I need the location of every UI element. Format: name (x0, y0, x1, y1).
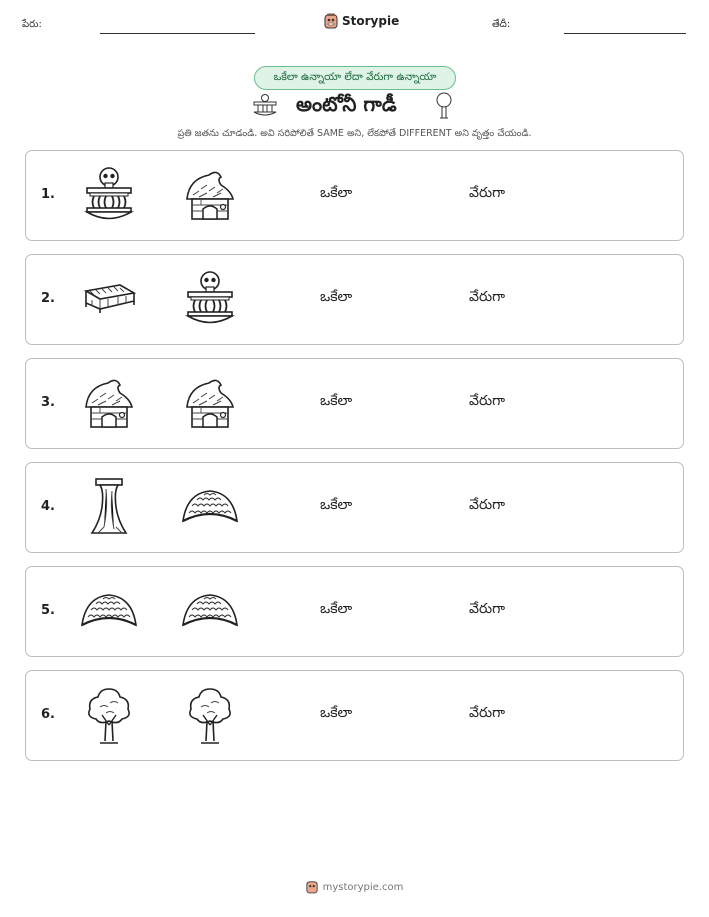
scaled-roof-icon (179, 581, 241, 643)
question-number: 6. (41, 707, 55, 722)
footer (0, 880, 709, 894)
tree-icon (434, 92, 454, 120)
different-option[interactable]: వేరుగా (469, 497, 505, 513)
mushroom-house-icon (78, 373, 140, 435)
different-option[interactable]: వేరుగా (469, 185, 505, 201)
brand-name: Storypie (342, 14, 400, 28)
tree-icon (78, 685, 140, 747)
question-row (25, 358, 684, 449)
tree-icon (179, 685, 241, 747)
question-row (25, 670, 684, 761)
topic-badge: ఒకేలా ఉన్నాయా లేదా వేరుగా ఉన్నాయా (254, 66, 456, 90)
question-row (25, 150, 684, 241)
date-field-line[interactable] (564, 33, 686, 34)
instructions: ప్రతి జతను చూడండి. అవి సరిపోలితే SAME అని, లేకపోతే DIFFERENT అని వృత్తం చేయండి. (177, 128, 532, 139)
scaled-roof-icon (179, 477, 241, 539)
question-row (25, 254, 684, 345)
question-number: 2. (41, 291, 55, 306)
date-label: తేదీ: (492, 19, 511, 30)
question-row (25, 462, 684, 553)
mushroom-house-icon (179, 165, 241, 227)
footer-url[interactable]: mystorypie.com (322, 881, 404, 893)
page-title: అంటోనీ గాడీ (296, 92, 397, 116)
same-option[interactable]: ఒకేలా (320, 289, 353, 305)
different-option[interactable]: వేరుగా (469, 289, 505, 305)
same-option[interactable]: ఒకేలా (320, 705, 353, 721)
different-option[interactable]: వేరుగా (469, 601, 505, 617)
question-row (25, 566, 684, 657)
balcony-skull-icon (252, 94, 278, 118)
same-option[interactable]: ఒకేలా (320, 601, 353, 617)
storypie-mascot-icon (324, 13, 338, 29)
bench-icon (78, 269, 140, 331)
tree-column-icon (78, 477, 140, 539)
storypie-mascot-icon (306, 880, 318, 894)
same-option[interactable]: ఒకేలా (320, 497, 353, 513)
brand-logo (324, 13, 399, 29)
question-number: 5. (41, 603, 55, 618)
mushroom-house-icon (179, 373, 241, 435)
different-option[interactable]: వేరుగా (469, 393, 505, 409)
different-option[interactable]: వేరుగా (469, 705, 505, 721)
name-label: పేరు: (22, 19, 42, 30)
balcony-skull-icon (179, 269, 241, 331)
question-number: 4. (41, 499, 55, 514)
same-option[interactable]: ఒకేలా (320, 185, 353, 201)
question-number: 3. (41, 395, 55, 410)
scaled-roof-icon (78, 581, 140, 643)
name-field-line[interactable] (100, 33, 255, 34)
question-number: 1. (41, 187, 55, 202)
balcony-skull-icon (78, 165, 140, 227)
same-option[interactable]: ఒకేలా (320, 393, 353, 409)
